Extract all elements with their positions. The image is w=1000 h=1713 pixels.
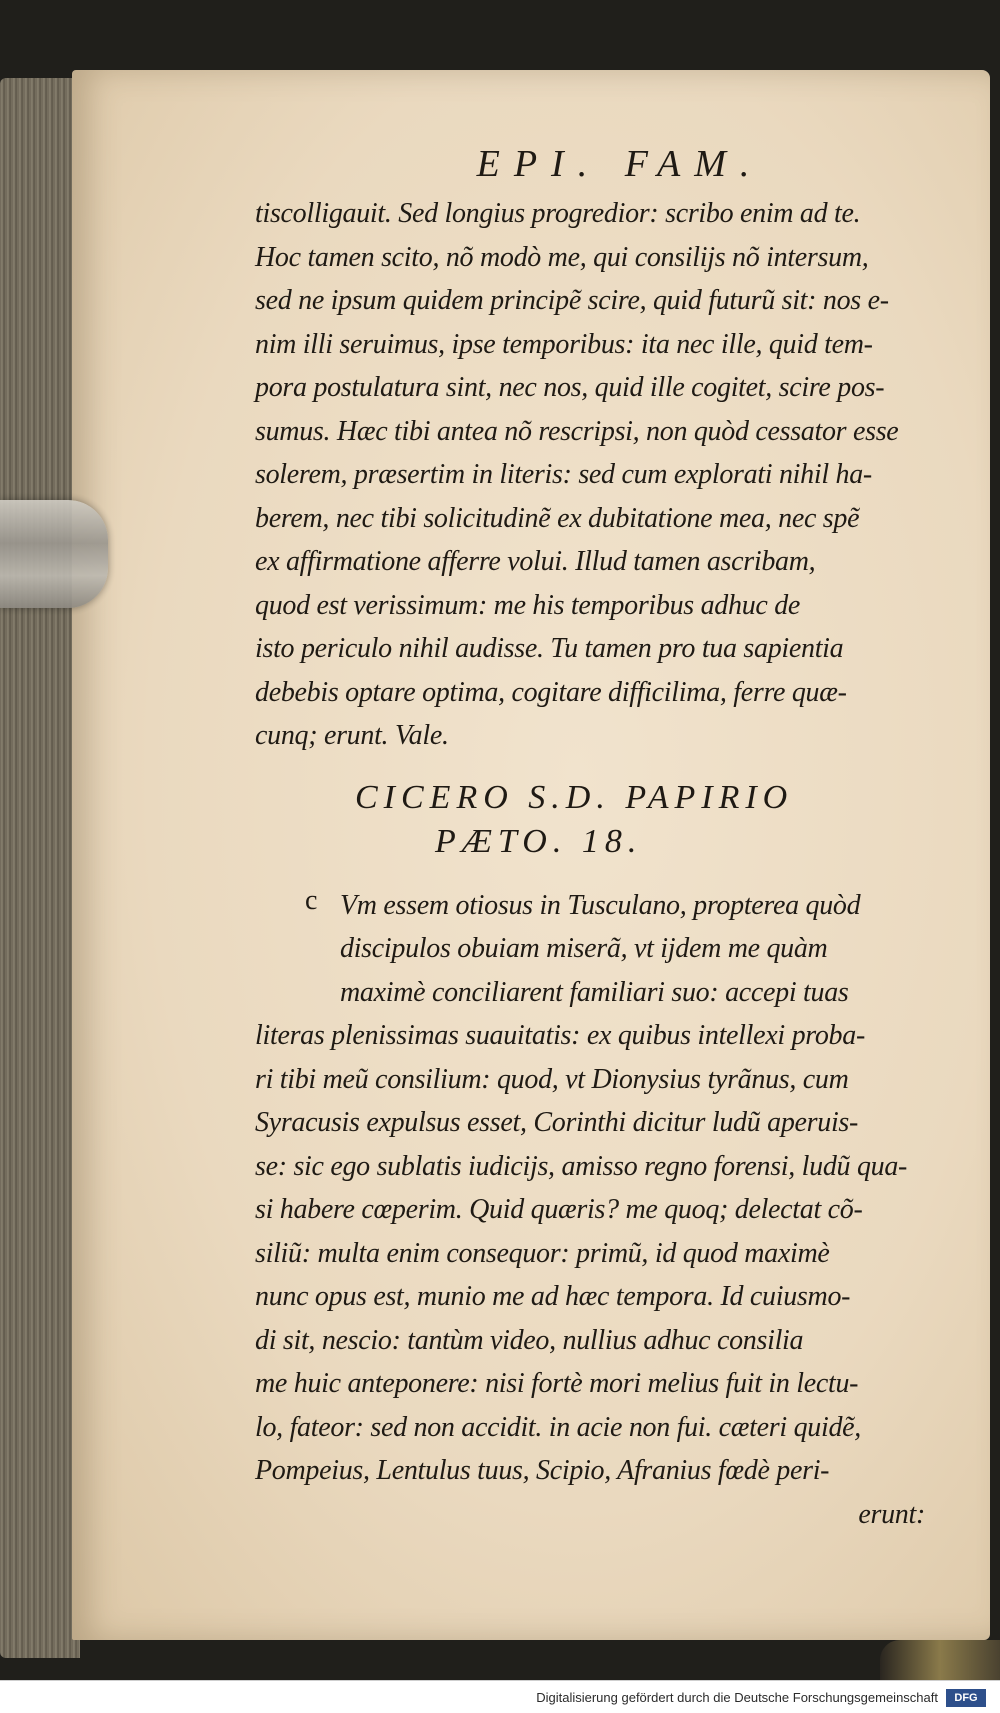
text-line: siliũ: multa enim consequor: primũ, id quod maximè — [255, 1237, 830, 1269]
text-line: sumus. Hæc tibi antea nõ rescripsi, non quòd cessator esse — [255, 415, 899, 447]
catchword: erunt: — [858, 1498, 925, 1530]
letter-heading-line-2: PÆTO. 18. — [435, 822, 643, 860]
text-line: sed ne ipsum quidem principẽ scire, quid futurũ sit: nos e- — [255, 285, 889, 316]
text-line: di sit, nescio: tantùm video, nullius adhuc consilia — [255, 1324, 804, 1356]
text-line: ex affirmatione afferre volui. Illud tamen ascribam, — [255, 546, 816, 577]
text-line: se: sic ego sublatis iudicijs, amisso regno forensi, ludũ qua- — [255, 1150, 908, 1182]
page-text — [255, 140, 945, 1536]
margin-letter: c — [305, 885, 318, 916]
text-line: berem, nec tibi solicitudinẽ ex dubitatione mea, nec spẽ — [255, 502, 860, 534]
book-corner — [880, 1640, 1000, 1680]
text-line: Syracusis expulsus esset, Corinthi dicitur ludũ aperuis- — [255, 1107, 859, 1138]
text-line: solerem, præsertim in literis: sed cum explorati nihil ha- — [255, 459, 872, 490]
text-line: Hoc tamen scito, nõ modò me, qui consilijs nõ intersum, — [255, 241, 869, 273]
text-line: ri tibi meũ consilium: quod, vt Dionysius tyrãnus, cum — [255, 1063, 849, 1095]
text-line: nunc opus est, munio me ad hæc tempora. Id cuiusmo- — [255, 1281, 851, 1312]
text-line: quod est verissimum: me his temporibus adhuc de — [255, 589, 801, 621]
letter-heading-line-1: CICERO S.D. PAPIRIO — [355, 778, 794, 816]
digitization-footer — [0, 1680, 1000, 1713]
text-line: Vm essem otiosus in Tusculano, propterea quòd — [340, 889, 861, 921]
text-line: maximè conciliarent familiari suo: accepi tuas — [340, 976, 849, 1008]
book-page-edges — [0, 78, 80, 1658]
text-line: isto periculo nihil audisse. Tu tamen pro tua sapientia — [255, 633, 844, 664]
text-line: discipulos obuiam miserã, vt ijdem me quàm — [340, 933, 828, 964]
text-line: si habere cœperim. Quid quæris? me quoq; delectat cõ- — [255, 1194, 863, 1225]
letter-body — [255, 884, 945, 1537]
running-head: EPI. FAM. — [476, 143, 764, 185]
text-line: me huic anteponere: nisi fortè mori melius fuit in lectu- — [255, 1368, 859, 1399]
text-line: nim illi seruimus, ipse temporibus: ita nec ille, quid tem- — [255, 328, 873, 360]
dfg-logo: DFG — [946, 1689, 986, 1707]
glass-page-weight — [0, 500, 108, 608]
text-line: Pompeius, Lentulus tuus, Scipio, Afranius fœdè peri- — [255, 1455, 830, 1486]
text-line: debebis optare optima, cogitare difficilima, ferre quæ- — [255, 676, 847, 708]
letter-ending — [255, 192, 945, 758]
text-line: lo, fateor: sed non accidit. in acie non fui. cæteri quidẽ, — [255, 1411, 861, 1443]
footer-credit: Digitalisierung gefördert durch die Deutsche Forschungsgemeinschaft — [536, 1690, 938, 1705]
text-line: literas plenissimas suauitatis: ex quibus intellexi proba- — [255, 1020, 865, 1051]
text-line: pora postulatura sint, nec nos, quid ille cogitet, scire pos- — [255, 372, 885, 403]
text-line: tiscolligauit. Sed longius progredior: scribo enim ad te. — [255, 198, 861, 229]
text-line: cunq; erunt. Vale. — [255, 720, 449, 751]
